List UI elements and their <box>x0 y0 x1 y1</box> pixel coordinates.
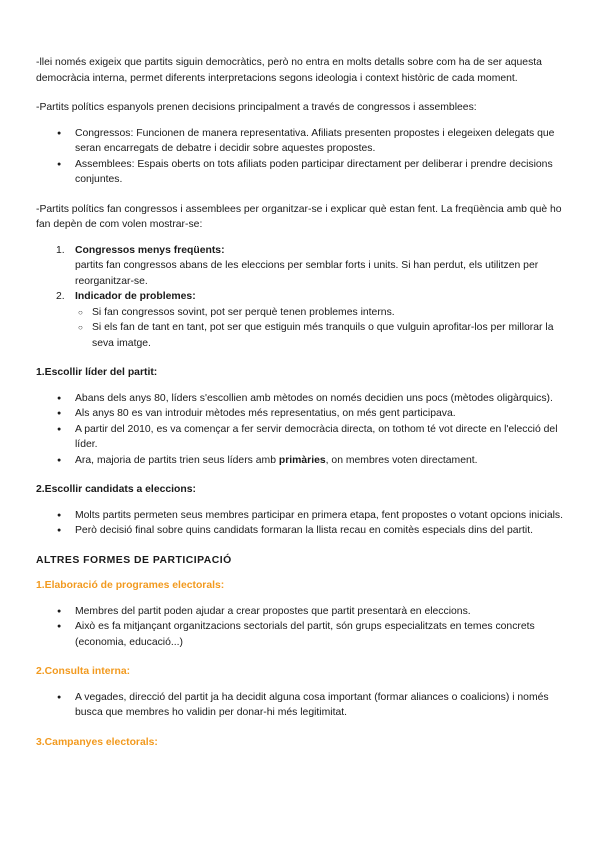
item-description: partits fan congressos abans de les eleccions per semblar forts i units. Si han perdut, els utilitzen per reorganitzar-se. <box>75 260 539 287</box>
item-number: 1. <box>56 244 65 256</box>
intro-paragraph-1: -llei només exigeix que partits siguin democràtics, però no entra en molts detalls sobre com ha de ser aquesta democràcia interna, permet diferents interpretacions segons ideologia i context històric de cada moment. <box>36 57 542 84</box>
section-heading-other: ALTRES FORMES DE PARTICIPACIÓ <box>36 554 232 566</box>
text-run: Ara, majoria de partits trien seus líders amb <box>75 454 279 466</box>
item-number: 2. <box>56 291 65 302</box>
decision-bodies-list <box>36 126 566 188</box>
numbered-item-1 <box>36 243 566 290</box>
list-item: ● Assemblees: Espais oberts on tots afiliats poden participar directament per deliberar i prendre decisions conjuntes. <box>36 157 566 188</box>
candidates-list <box>36 508 566 539</box>
list-item: ● Als anys 80 es van introduir mètodes més representatius, on més gent participava. <box>36 406 566 422</box>
leader-list <box>36 391 566 469</box>
section-heading-candidates: 2.Escollir candidats a eleccions: <box>36 484 196 495</box>
sub-list-item: ○ Si fan congressos sovint, pot ser perquè tenen problemes interns. <box>36 305 566 321</box>
subheading-programs: 1.Elaboració de programes electorals: <box>36 580 225 591</box>
section-heading-leader: 1.Escollir líder del partit: <box>36 367 158 378</box>
list-item: ● A partir del 2010, es va començar a fer servir democràcia directa, on tothom té vot directe en l'elecció del líder. <box>36 422 566 453</box>
programs-list <box>36 604 566 651</box>
item-title: Indicador de problemes: <box>75 291 196 302</box>
item-title: Congressos menys freqüents: <box>75 244 225 256</box>
subheading-consult: 2.Consulta interna: <box>36 666 131 677</box>
subheading-campaigns: 3.Campanyes electorals: <box>36 736 158 748</box>
sub-list <box>36 305 566 352</box>
document-page <box>36 55 566 760</box>
numbered-list <box>36 243 566 352</box>
intro-paragraph-3: -Partits polítics fan congressos i assemblees per organitzar-se i explicar què estan fent. La freqüència amb què ho fan depèn de com volen mostrar-se: <box>36 203 562 230</box>
list-item: ● Membres del partit poden ajudar a crear propostes que partit presentarà en eleccions. <box>36 604 566 620</box>
consult-list <box>36 690 566 721</box>
list-item: ● Congressos: Funcionen de manera representativa. Afiliats presenten propostes i elegeixen delegats que seran encarregats de debatre i decidir sobre aquestes propostes. <box>36 126 566 157</box>
list-item: ● A vegades, direcció del partit ja ha decidit alguna cosa important (formar aliances o coalicions) i només busca que membres ho validin per donar-hi més legitimitat. <box>36 690 566 721</box>
intro-paragraph-2: -Partits polítics espanyols prenen decisions principalment a través de congressos i assemblees: <box>36 102 477 113</box>
list-item: ● Abans dels anys 80, líders s'escollien amb mètodes on només decidien uns pocs (mètodes oligàrquics). <box>36 391 566 407</box>
sub-list-item: ○ Si els fan de tant en tant, pot ser que estiguin més tranquils o que vulguin aprofitar-los per millorar la seva imatge. <box>36 320 566 351</box>
list-item: ● Això es fa mitjançant organitzacions sectorials del partit, són grups especialitzats en temes concrets (economia, educació...) <box>36 619 566 650</box>
text-run: , on membres voten directament. <box>325 454 478 466</box>
list-item: ● Però decisió final sobre quins candidats formaran la llista recau en comitès especials dins del partit. <box>36 523 566 539</box>
emphasis-text: primàries <box>278 454 326 466</box>
list-item <box>36 453 566 469</box>
numbered-item-2 <box>36 289 566 351</box>
list-item: ● Molts partits permeten seus membres participar en primera etapa, fent propostes o votant opcions inicials. <box>36 508 566 524</box>
